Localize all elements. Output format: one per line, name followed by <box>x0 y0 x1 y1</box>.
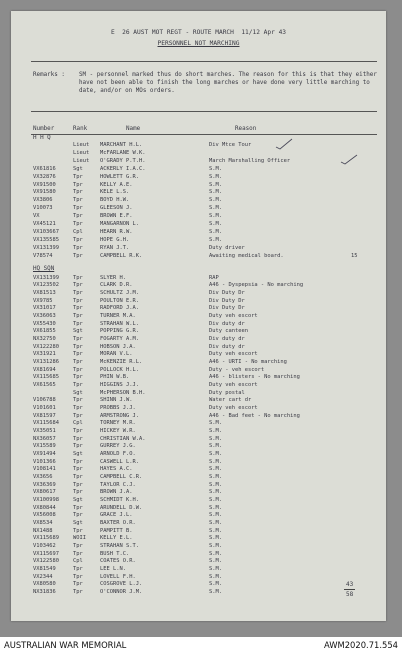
row-number: VX91580 <box>33 189 56 196</box>
row-number: NX36057 <box>33 435 56 442</box>
row-name: STRAHAN W.L. <box>100 320 139 327</box>
row-number: VX61565 <box>33 381 56 388</box>
row-rank: Lieut <box>73 157 90 164</box>
row-rank: Tpr <box>73 443 83 450</box>
row-number: VX122280 <box>33 343 59 350</box>
row-rank: Tpr <box>73 181 83 188</box>
table-row <box>11 213 386 221</box>
row-name: POPPING G.R. <box>100 328 139 335</box>
row-number: V78574 <box>33 252 53 259</box>
row-number: VX36369 <box>33 481 56 488</box>
row-rank: Tpr <box>73 197 83 204</box>
row-note: 15 <box>351 252 358 259</box>
row-number: VX31921 <box>33 351 56 358</box>
section-hhq: H H Q <box>33 135 51 141</box>
row-rank: Tpr <box>73 236 83 243</box>
table-row <box>11 166 386 174</box>
row-rank: Sgt <box>73 389 83 396</box>
row-rank: Sgt <box>73 165 83 172</box>
row-reason: S.M. <box>209 550 222 557</box>
row-number: VX80580 <box>33 581 56 588</box>
table-row <box>11 229 386 237</box>
row-name: McKENZIE R.L. <box>100 358 143 365</box>
row-reason: Div Duty Dr <box>209 289 245 296</box>
row-reason: Duty veh escort <box>209 381 258 388</box>
row-number: V103462 <box>33 542 56 549</box>
row-rank: Tpr <box>73 358 83 365</box>
row-number: VX122580 <box>33 558 59 565</box>
row-reason: Div Mtce Tour <box>209 142 252 148</box>
footer-left: AUSTRALIAN WAR MEMORIAL <box>4 640 127 650</box>
row-number: VX80617 <box>33 489 56 496</box>
row-rank: Tpr <box>73 573 83 580</box>
document-page <box>11 11 386 621</box>
row-reason: A46 - Dyspepsia - No marching <box>209 282 304 289</box>
handwritten-tick-2 <box>339 154 359 166</box>
row-name: SCHMIDT K.H. <box>100 496 139 503</box>
row-name: KELLY A.E. <box>100 181 133 188</box>
row-name: COATES O.R. <box>100 558 136 565</box>
row-number: V101601 <box>33 404 56 411</box>
row-name: BOYD H.W. <box>100 197 130 204</box>
row-reason: S.M. <box>209 496 222 503</box>
table-row <box>11 221 386 229</box>
row-name: POLLOCK H.L. <box>100 366 139 373</box>
row-rank: Tpr <box>73 565 83 572</box>
row-rank: Tpr <box>73 527 83 534</box>
row-name: MANGARNON L. <box>100 221 139 227</box>
row-reason: Duty postal <box>209 389 245 396</box>
row-number: VX36063 <box>33 312 56 319</box>
row-number: VX103667 <box>33 228 59 235</box>
handwritten-tick-1 <box>274 137 294 151</box>
table-row <box>11 158 386 166</box>
rule-top <box>31 61 377 62</box>
row-reason: S.M. <box>209 450 222 457</box>
row-name: BROWN J.A. <box>100 489 133 496</box>
column-rank: Rank <box>73 126 88 132</box>
row-reason: S.M. <box>209 189 222 196</box>
row-reason: S.M. <box>209 165 222 172</box>
row-reason: S.M. <box>209 542 222 549</box>
table-row <box>11 237 386 245</box>
row-name: BROWN E.F. <box>100 213 133 220</box>
table-row <box>11 150 386 158</box>
row-name: BAXTER O.R. <box>100 519 136 526</box>
row-reason: S.M. <box>209 489 222 496</box>
row-name: POULTON E.R. <box>100 297 139 304</box>
row-rank: Tpr <box>73 427 83 434</box>
row-number: VX61816 <box>33 165 56 172</box>
row-name: TURNER M.A. <box>100 312 136 319</box>
row-number: VX115685 <box>33 374 59 381</box>
row-rank: Tpr <box>73 173 83 180</box>
row-reason: S.M. <box>209 236 222 243</box>
row-name: BUSH T.C. <box>100 550 130 557</box>
row-reason: S.M. <box>209 420 222 427</box>
row-reason: A46 - Bad feet - No marching <box>209 412 300 419</box>
row-number: VX131399 <box>33 244 59 251</box>
row-name: MORAN V.L. <box>100 351 133 358</box>
row-rank: Tpr <box>73 282 83 289</box>
row-reason: S.M. <box>209 221 222 227</box>
row-rank: Tpr <box>73 351 83 358</box>
row-number: VX81513 <box>33 289 56 296</box>
footer-bar <box>0 637 402 653</box>
row-name: McFARLANE W.K. <box>100 149 146 156</box>
column-name: Name <box>126 126 141 132</box>
row-reason: S.M. <box>209 458 222 465</box>
table-row <box>11 205 386 213</box>
row-rank: Tpr <box>73 252 83 259</box>
row-number: VX35051 <box>33 427 56 434</box>
row-name: PAMPITT B. <box>100 527 133 534</box>
row-rank: Tpr <box>73 458 83 465</box>
page-number <box>344 580 355 599</box>
row-reason: S.M. <box>209 519 222 526</box>
row-name: GLEESON J. <box>100 205 133 212</box>
row-number: VX81549 <box>33 565 56 572</box>
row-name: PROBBS J.J. <box>100 404 136 411</box>
row-reason: S.M. <box>209 581 222 588</box>
row-rank: Tpr <box>73 473 83 480</box>
document-subtitle: PERSONNEL NOT MARCHING <box>157 40 240 47</box>
row-number: VX115697 <box>33 550 59 557</box>
row-number: VX31017 <box>33 305 56 312</box>
column-number: Number <box>33 126 55 132</box>
row-rank: Tpr <box>73 504 83 511</box>
row-reason: S.M. <box>209 527 222 534</box>
row-name: RYAN J.T. <box>100 244 130 251</box>
row-name: CLARK D.R. <box>100 282 133 289</box>
row-number: NX32750 <box>33 335 56 342</box>
row-number: VX135585 <box>33 236 59 243</box>
row-name: STRAHAN S.T. <box>100 542 139 549</box>
row-number: NX31836 <box>33 588 56 595</box>
row-reason: S.M. <box>209 181 222 188</box>
row-rank: Tpr <box>73 588 83 595</box>
rule-header <box>31 134 377 135</box>
row-reason: Awaiting medical board. <box>209 252 284 259</box>
row-number: V106788 <box>33 397 56 404</box>
row-reason: S.M. <box>209 228 222 235</box>
table-row <box>11 253 386 261</box>
row-rank: Tpr <box>73 397 83 404</box>
row-rank: Tpr <box>73 205 83 212</box>
row-rank: Tpr <box>73 189 83 196</box>
row-rank: Tpr <box>73 305 83 312</box>
row-reason: S.M. <box>209 173 222 180</box>
row-number: VX <box>33 213 40 220</box>
row-name: SLYER H. <box>100 274 126 281</box>
row-reason: March Marshalling Officer <box>209 157 291 164</box>
row-rank: Tpr <box>73 335 83 342</box>
row-rank: Tpr <box>73 289 83 296</box>
row-reason: RAP <box>209 274 219 281</box>
row-rank: Tpr <box>73 312 83 319</box>
row-number: VX2344 <box>33 573 53 580</box>
row-number: VX3806 <box>33 197 53 204</box>
row-number: VX123502 <box>33 282 59 289</box>
row-name: CAMPBELL R.K. <box>100 252 143 259</box>
row-rank: Tpr <box>73 366 83 373</box>
row-rank: Tpr <box>73 374 83 381</box>
row-name: ACKERLY I.A.C. <box>100 165 146 172</box>
row-name: HOWLETT G.R. <box>100 173 139 180</box>
row-name: O'GRADY P.T.H. <box>100 157 146 164</box>
column-reason: Reason <box>235 126 257 132</box>
row-name: CHRISTIAN W.A. <box>100 435 146 442</box>
row-rank: Tpr <box>73 412 83 419</box>
row-name: FOGARTY A.M. <box>100 335 139 342</box>
row-name: SHINN J.W. <box>100 397 133 404</box>
row-name: ARNOLD F.O. <box>100 450 136 457</box>
row-reason: Div duty dr <box>209 320 245 327</box>
row-name: HIGGINS J.J. <box>100 381 139 388</box>
section-hqsqn: HQ SQN <box>33 266 55 272</box>
row-number: VX81694 <box>33 366 56 373</box>
row-reason: S.M. <box>209 558 222 565</box>
row-reason: S.M. <box>209 565 222 572</box>
row-rank: Tpr <box>73 244 83 251</box>
footer-right: AWM2020.71.554 <box>323 640 398 650</box>
row-reason: S.M. <box>209 473 222 480</box>
row-rank: Tpr <box>73 213 83 220</box>
row-number: V101366 <box>33 458 56 465</box>
row-rank: Tpr <box>73 404 83 411</box>
row-number: VX115684 <box>33 420 59 427</box>
row-number: VX115689 <box>33 535 59 542</box>
remarks-label: Remarks : <box>33 72 65 78</box>
row-rank: Tpr <box>73 221 83 227</box>
row-number: NX1488 <box>33 527 53 534</box>
row-number: VX80844 <box>33 504 56 511</box>
row-reason: Div duty dr <box>209 335 245 342</box>
row-reason: Duty driver <box>209 244 245 251</box>
row-rank: Sgt <box>73 496 83 503</box>
row-number: VX3656 <box>33 473 53 480</box>
row-rank: Tpr <box>73 466 83 473</box>
row-number: VX131399 <box>33 274 59 281</box>
row-reason: S.M. <box>209 427 222 434</box>
row-reason: S.M. <box>209 213 222 220</box>
row-rank: Tpr <box>73 481 83 488</box>
row-reason: Water cart dr <box>209 397 252 404</box>
row-reason: Div Duty Dr <box>209 305 245 312</box>
table-row <box>11 245 386 253</box>
table-row <box>11 189 386 197</box>
row-name: COSGROVE L.J. <box>100 581 143 588</box>
row-name: ARUNDELL D.W. <box>100 504 143 511</box>
row-rank: Sgt <box>73 519 83 526</box>
row-name: O'CONNOR J.M. <box>100 588 143 595</box>
row-reason: S.M. <box>209 466 222 473</box>
row-rank: Tpr <box>73 550 83 557</box>
row-name: RADFORD J.A. <box>100 305 139 312</box>
row-reason: Duty canteen <box>209 328 248 335</box>
row-name: TAYLOR C.J. <box>100 481 136 488</box>
row-rank: Tpr <box>73 320 83 327</box>
row-reason: S.M. <box>209 504 222 511</box>
row-rank: WOII <box>73 535 86 542</box>
row-rank: Tpr <box>73 297 83 304</box>
row-number: VX56008 <box>33 512 56 519</box>
row-name: LEE L.N. <box>100 565 126 572</box>
row-rank: Sgt <box>73 450 83 457</box>
row-reason: S.M. <box>209 435 222 442</box>
row-number: VX55430 <box>33 320 56 327</box>
row-reason: Div duty dr <box>209 343 245 350</box>
row-rank: Tpr <box>73 343 83 350</box>
row-name: TORNEY M.R. <box>100 420 136 427</box>
row-number: VX8534 <box>33 519 53 526</box>
row-number: VX91500 <box>33 181 56 188</box>
row-rank: Tpr <box>73 512 83 519</box>
page-number-bottom: 58 <box>346 591 354 598</box>
row-reason: S.M. <box>209 512 222 519</box>
row-reason: S.M. <box>209 573 222 580</box>
row-number: V108141 <box>33 466 56 473</box>
row-reason: S.M. <box>209 535 222 542</box>
row-rank: Cpl <box>73 420 83 427</box>
row-name: SCHULTZ J.M. <box>100 289 139 296</box>
row-name: LOVELL F.H. <box>100 573 136 580</box>
row-rank: Tpr <box>73 381 83 388</box>
row-rank: Tpr <box>73 581 83 588</box>
row-reason: Duty veh escort <box>209 351 258 358</box>
row-rank: Sgt <box>73 328 83 335</box>
table-row <box>11 142 386 150</box>
document-title: E 26 AUST MOT REGT - ROUTE MARCH 11/12 Apr 43 <box>110 29 287 36</box>
row-rank: Tpr <box>73 542 83 549</box>
row-name: HOBSON J.A. <box>100 343 136 350</box>
row-name: MARCHANT H.L. <box>100 142 143 148</box>
row-name: HAYES A.C. <box>100 466 133 473</box>
row-number: VX61855 <box>33 328 56 335</box>
row-reason: A46 - URTI - No marching <box>209 358 287 365</box>
row-name: KELE L.S. <box>100 189 130 196</box>
table-row <box>11 182 386 190</box>
row-name: HICKEY W.R. <box>100 427 136 434</box>
table-row <box>11 197 386 205</box>
row-reason: S.M. <box>209 588 222 595</box>
table-row <box>11 174 386 182</box>
row-reason: Duty - veh escort <box>209 366 265 373</box>
rule-mid <box>31 111 377 112</box>
row-number: VX81597 <box>33 412 56 419</box>
table-row <box>11 589 386 597</box>
row-name: McPHERSON B.H. <box>100 389 146 396</box>
row-name: HOPE G.H. <box>100 236 130 243</box>
row-name: HEARN R.W. <box>100 228 133 235</box>
row-reason: S.M. <box>209 443 222 450</box>
row-name: KELLY E.L. <box>100 535 133 542</box>
row-rank: Tpr <box>73 435 83 442</box>
remarks-text: SM - personnel marked thus do short marches. The reason for this is that they either have not been able to finish the long marches or have done very little marching to date, and/or on MOs orders. <box>79 72 377 94</box>
row-rank: Lieut <box>73 142 90 148</box>
row-reason: S.M. <box>209 205 222 212</box>
row-number: VX131286 <box>33 358 59 365</box>
row-name: GRACE J.L. <box>100 512 133 519</box>
row-reason: Duty veh escort <box>209 312 258 319</box>
row-name: PHIN W.B. <box>100 374 130 381</box>
row-number: VX15589 <box>33 443 56 450</box>
row-name: ARMSTRONG J. <box>100 412 139 419</box>
row-rank: Tpr <box>73 489 83 496</box>
row-name: CASWELL L.R. <box>100 458 139 465</box>
row-number: VX9785 <box>33 297 53 304</box>
row-reason: S.M. <box>209 197 222 204</box>
row-rank: Tpr <box>73 274 83 281</box>
row-rank: Cpl <box>73 228 83 235</box>
row-name: GURREY J.G. <box>100 443 136 450</box>
row-name: CAMPBELL C.R. <box>100 473 143 480</box>
row-number: VX32876 <box>33 173 56 180</box>
row-rank: Lieut <box>73 149 90 156</box>
row-reason: Duty veh escort <box>209 404 258 411</box>
row-number: VX100998 <box>33 496 59 503</box>
row-rank: Cpl <box>73 558 83 565</box>
page-number-top: 43 <box>346 581 354 588</box>
row-reason: Div Duty Dr <box>209 297 245 304</box>
row-reason: S.M. <box>209 481 222 488</box>
row-number: VX91494 <box>33 450 56 457</box>
row-reason: A46 - blisters - No marching <box>209 374 300 381</box>
row-number: V10073 <box>33 205 53 212</box>
row-number: VX45121 <box>33 221 56 227</box>
